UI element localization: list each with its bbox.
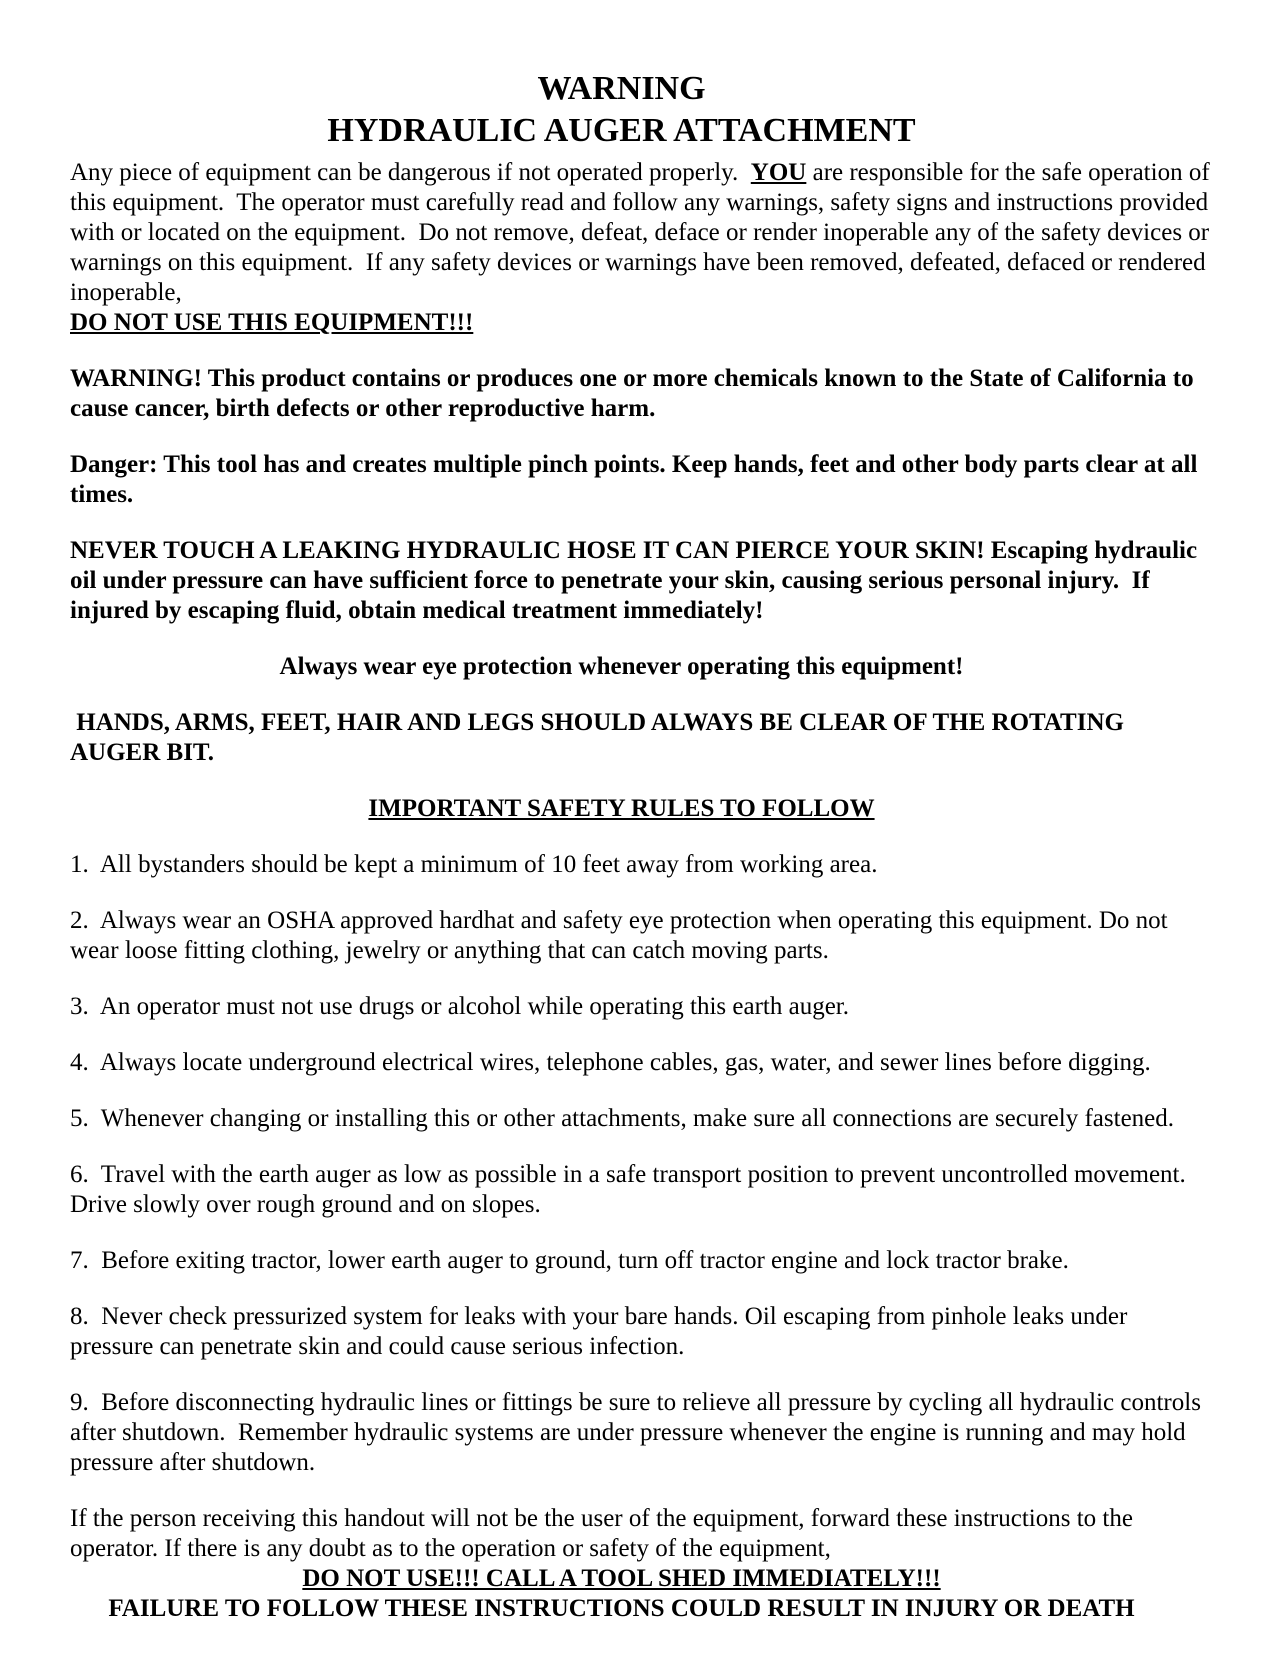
rule-item: 9. Before disconnecting hydraulic lines or fittings be sure to relieve all pressure by cycling all hydraulic controls after shutdown. Remember hydraulic systems are under pressure whenever the engine is running and may hold pressure after shutdown. bbox=[70, 1389, 1208, 1476]
rule-item: 5. Whenever changing or installing this or other attachments, make sure all connections are securely fastened. bbox=[70, 1105, 1175, 1132]
rule-item: 3. An operator must not use drugs or alcohol while operating this earth auger. bbox=[70, 993, 849, 1020]
page-title bbox=[70, 68, 1173, 152]
eye-protection-line: Always wear eye protection whenever operating this equipment! bbox=[279, 653, 964, 680]
do-not-use-equipment-line bbox=[70, 308, 1213, 338]
rule-item: 6. Travel with the earth auger as low as possible in a safe transport position to prevent uncontrolled movement. Drive slowly over rough ground and on slopes. bbox=[70, 1161, 1192, 1218]
safety-rules-heading bbox=[70, 794, 1173, 824]
closing-paragraph: If the person receiving this handout will not be the user of the equipment, forward these instructions to the operator. If there is any doubt as to the operation or safety of the equipment, bbox=[70, 1505, 1140, 1562]
do-not-use-equipment-text: DO NOT USE THIS EQUIPMENT!!! bbox=[70, 309, 474, 336]
california-warning-paragraph: WARNING! This product contains or produces one or more chemicals known to the State of California to cause cancer, birth defects or other reproductive harm. bbox=[70, 365, 1200, 422]
rule-item: 8. Never check pressurized system for leaks with your bare hands. Oil escaping from pinhole leaks under pressure can penetrate skin and could cause serious infection. bbox=[70, 1303, 1134, 1360]
rule-item: 2. Always wear an OSHA approved hardhat and safety eye protection when operating this equipment. Do not wear loose fitting clothing, jewelry or anything that can catch moving parts. bbox=[70, 907, 1174, 964]
safety-rules-heading-text: IMPORTANT SAFETY RULES TO FOLLOW bbox=[368, 795, 875, 822]
you-emphasis: YOU bbox=[750, 159, 807, 186]
intro-text-after: are responsible for the safe operation of this equipment. The operator must carefully read and follow any warnings, safety signs and instructions provided with or located on the equipment. Do not remove, defeat, deface or render inoperable any of the safety devices or warnings on this equipment. If any safety devices or warnings have been removed, defeated, defaced or rendered inoperable, bbox=[70, 159, 1216, 306]
do-not-use-call-text: DO NOT USE!!! CALL A TOOL SHED IMMEDIATELY!!! bbox=[302, 1565, 941, 1592]
intro-paragraph bbox=[70, 158, 1216, 308]
rule-item: 4. Always locate underground electrical wires, telephone cables, gas, water, and sewer lines before digging. bbox=[70, 1049, 1151, 1076]
hydraulic-hose-warning-paragraph: NEVER TOUCH A LEAKING HYDRAULIC HOSE IT CAN PIERCE YOUR SKIN! Escaping hydraulic oil under pressure can have sufficient force to penetrate your skin, causing serious personal injury. If injured by escaping fluid, obtain medical treatment immediately! bbox=[70, 537, 1204, 624]
do-not-use-call-line bbox=[70, 1564, 1173, 1594]
title-line-warning: WARNING bbox=[537, 70, 706, 107]
pinch-points-warning-paragraph: Danger: This tool has and creates multiple pinch points. Keep hands, feet and other body parts clear at all times. bbox=[70, 451, 1204, 508]
rule-item: 7. Before exiting tractor, lower earth auger to ground, turn off tractor engine and lock tractor brake. bbox=[70, 1247, 1069, 1274]
intro-text-before: Any piece of equipment can be dangerous if not operated properly. bbox=[70, 159, 751, 186]
rotating-auger-warning-paragraph: HANDS, ARMS, FEET, HAIR AND LEGS SHOULD ALWAYS BE CLEAR OF THE ROTATING AUGER BIT. bbox=[70, 709, 1129, 766]
rule-item: 1. All bystanders should be kept a minimum of 10 feet away from working area. bbox=[70, 851, 878, 878]
failure-warning-line: FAILURE TO FOLLOW THESE INSTRUCTIONS COULD RESULT IN INJURY OR DEATH bbox=[108, 1595, 1135, 1622]
title-line-product: HYDRAULIC AUGER ATTACHMENT bbox=[327, 112, 916, 149]
